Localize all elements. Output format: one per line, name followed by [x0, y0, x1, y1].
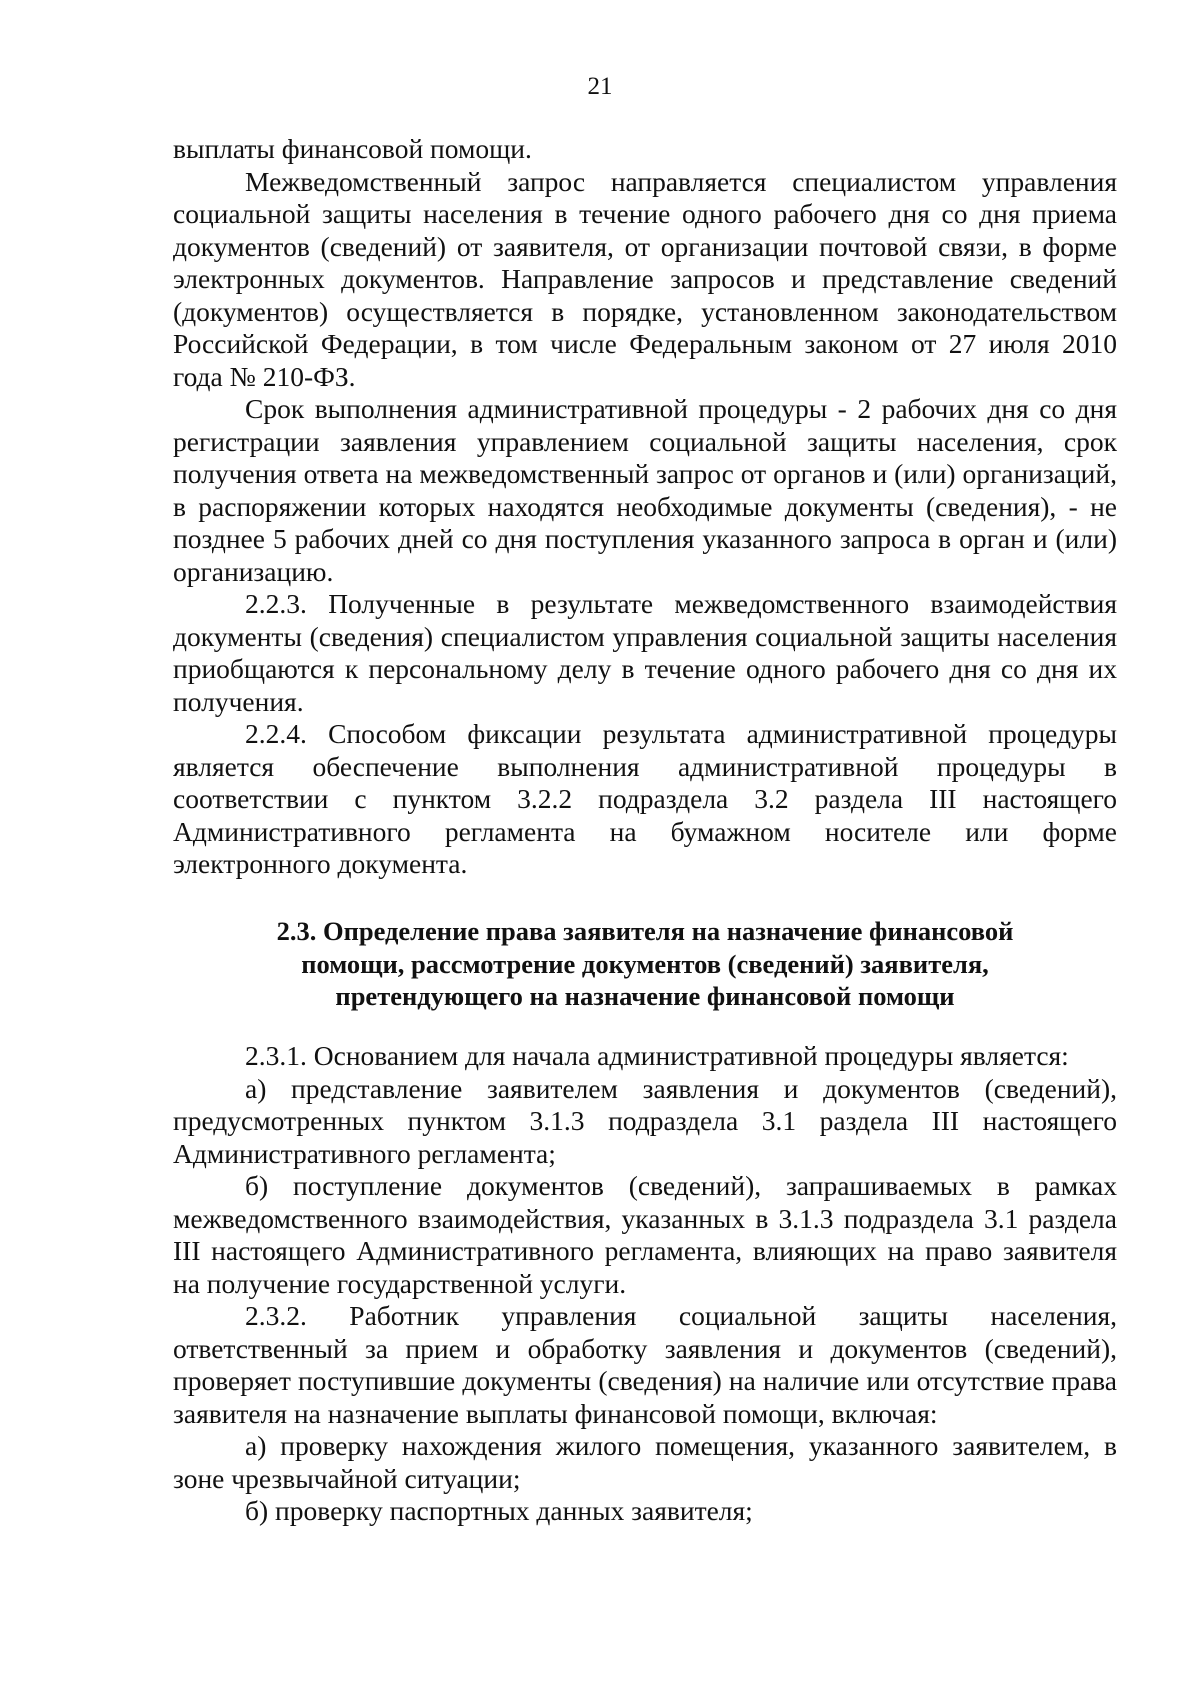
section-heading	[173, 915, 1117, 1013]
paragraph: а) представление заявителем заявления и документов (сведений), предусмотренных пунктом 3.1.3 подраздела 3.1 раздела III настоящего Административного регламента;	[173, 1072, 1117, 1169]
paragraph: Срок выполнения административной процедуры - 2 рабочих дня со дня регистрации заявления управлением социальной защиты населения, срок получения ответа на межведомственный запрос от органов и (или) организаций, в распоряжении которых находятся необходимые документы (сведения), - не позднее 5 рабочих дней со дня поступления указанного запроса в орган и (или) организацию.	[173, 393, 1117, 587]
text-block-bottom	[173, 1040, 1117, 1528]
paragraph: 2.3.2. Работник управления социальной защиты населения, ответственный за прием и обработку заявления и документов (сведений), проверяет поступившие документы (сведения) на наличие или отсутствие права заявителя на назначение выплаты финансовой помощи, включая:	[173, 1300, 1117, 1429]
paragraph: б) поступление документов (сведений), запрашиваемых в рамках межведомственного взаимодействия, указанных в 3.1.3 подраздела 3.1 раздела III настоящего Административного регламента, влияющих на право заявителя на получение государственной услуги.	[173, 1170, 1117, 1299]
paragraph: а) проверку нахождения жилого помещения, указанного заявителем, в зоне чрезвычайной ситуации;	[173, 1430, 1117, 1494]
paragraph: Межведомственный запрос направляется специалистом управления социальной защиты населения в течение одного рабочего дня со дня приема документов (сведений) от заявителя, от организации почтовой связи, в форме электронных документов. Направление запросов и представление сведений (документов) осуществляется в порядке, установленном законодательством Российской Федерации, в том числе Федеральным законом от 27 июля 2010 года № 210-ФЗ.	[173, 165, 1117, 392]
paragraph: б) проверку паспортных данных заявителя;	[245, 1495, 753, 1526]
paragraph: 2.3.1. Основанием для начала административной процедуры является:	[245, 1040, 1069, 1071]
section-heading-line: претендующего на назначение финансовой помощи	[335, 981, 955, 1011]
page-number: 21	[587, 73, 613, 100]
section-heading-line: помощи, рассмотрение документов (сведений) заявителя,	[301, 948, 989, 979]
paragraph: 2.2.3. Полученные в результате межведомственного взаимодействия документы (сведения) специалистом управления социальной защиты населения приобщаются к персональному делу в течение одного рабочего дня со дня их получения.	[173, 588, 1117, 717]
paragraph: 2.2.4. Способом фиксации результата административной процедуры является обеспечение выполнения административной процедуры в соответствии с пунктом 3.2.2 подраздела 3.2 раздела III настоящего Административного регламента на бумажном носителе или форме электронного документа.	[173, 718, 1117, 879]
paragraph: выплаты финансовой помощи.	[173, 133, 532, 164]
section-heading-line: 2.3. Определение права заявителя на назначение финансовой	[276, 916, 1014, 946]
text-block-top	[173, 133, 1117, 881]
